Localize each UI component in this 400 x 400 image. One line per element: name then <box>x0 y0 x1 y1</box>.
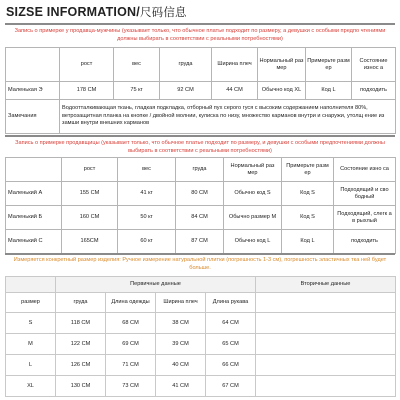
secondary-data-header: Вторичные данные <box>256 277 396 293</box>
table-cell <box>256 313 396 334</box>
table-cell: 69 CM <box>106 334 156 355</box>
female-header-weight: вес <box>118 158 176 182</box>
table-cell: 87 CM <box>176 230 224 254</box>
table-cell <box>256 376 396 397</box>
table-cell: 122 CM <box>56 334 106 355</box>
table-cell: 65 CM <box>206 334 256 355</box>
female-header-tried-size: Примерьте разм ер <box>282 158 334 182</box>
female-header-normal-size: Нормальный раз мер <box>224 158 282 182</box>
table-cell: 178 CM <box>60 82 114 100</box>
table-cell: подходить <box>334 230 396 254</box>
table-row <box>6 313 396 334</box>
table-cell: 60 кг <box>118 230 176 254</box>
female-header-height: рост <box>62 158 118 182</box>
table-cell: 84 CM <box>176 206 224 230</box>
primary-data-header: Первичные данные <box>56 277 256 293</box>
table-cell: 66 CM <box>206 355 256 376</box>
table-cell: 92 CM <box>160 82 212 100</box>
table-cell: 64 CM <box>206 313 256 334</box>
male-header-normal-size: Нормальный раз мер <box>258 48 306 82</box>
table-cell: 41 кг <box>118 182 176 206</box>
male-header-chest: груда <box>160 48 212 82</box>
table-cell: 44 CM <box>212 82 258 100</box>
table-cell: 39 CM <box>156 334 206 355</box>
table-cell: Код L <box>306 82 352 100</box>
size-header-sleeve: Длина рукава <box>206 293 256 313</box>
male-header-weight: вес <box>114 48 160 82</box>
remarks-label: Замечания <box>6 100 60 134</box>
size-label: S <box>6 313 56 334</box>
size-group-row <box>6 277 396 293</box>
size-label: L <box>6 355 56 376</box>
table-cell: 40 CM <box>156 355 206 376</box>
table-cell: 118 CM <box>56 313 106 334</box>
male-header-shoulder: Ширина плеч <box>212 48 258 82</box>
female-header-row <box>6 158 396 182</box>
table-cell: Подходящий и сво бодный <box>334 182 396 206</box>
female-fitting-table <box>5 157 396 254</box>
table-cell: 41 CM <box>156 376 206 397</box>
size-measure-note: Измеряется конкретный размер изделия: Ручное измерение натуральной плитки (погрешность 1-3 см), погрешность эластичных тка ней будет больше. <box>13 257 387 272</box>
table-cell: 71 CM <box>106 355 156 376</box>
table-cell: Подходящий, слегк а в рыхлый <box>334 206 396 230</box>
size-group-empty <box>6 277 56 293</box>
female-header-empty <box>6 158 62 182</box>
page-title: SIZSE INFORMATION/尺码信息 <box>6 5 187 19</box>
table-cell: Обычно код L <box>224 230 282 254</box>
table-row <box>6 230 396 254</box>
remarks-row <box>6 100 396 134</box>
male-header-height: рост <box>60 48 114 82</box>
table-cell: Код S <box>282 182 334 206</box>
size-table <box>5 276 396 397</box>
table-cell: Обычно размер M <box>224 206 282 230</box>
table-cell: Обычно код XL <box>258 82 306 100</box>
size-header-chest: груда <box>56 293 106 313</box>
table-cell: 38 CM <box>156 313 206 334</box>
male-header-wear-state: Состояние износ а <box>352 48 396 82</box>
table-cell: Код S <box>282 206 334 230</box>
table-cell: Обычно код S <box>224 182 282 206</box>
table-cell: 155 CM <box>62 182 118 206</box>
size-header-size: размер <box>6 293 56 313</box>
model-name: Маленькая Э <box>6 82 60 100</box>
table-cell: 80 CM <box>176 182 224 206</box>
male-fitting-note: Запись о примерке у продавца-мужчины (указывает только, что обычное платье подходит по размеру, а девушки с особыми предпо чтениями должны выбирать в соответствии с реальными потребностями) <box>14 28 386 43</box>
table-row <box>6 376 396 397</box>
model-name: Маленький А <box>6 182 62 206</box>
table-cell: 130 CM <box>56 376 106 397</box>
male-header-empty <box>6 48 60 82</box>
remarks-text: Водоотталкивающая ткань, гладкая подкладка, отборный пух серого гуся с высоким содержанием наполнителя 80%, ветрозащитная планка на кнопке / двойной молнии, кулиска по низу, множество карманов внутри и снаружи, утолщ ение из замши внутри внешних карманов <box>60 100 396 134</box>
table-cell: 68 CM <box>106 313 156 334</box>
table-cell: 160 CM <box>62 206 118 230</box>
table-row <box>6 334 396 355</box>
model-name: Маленький Б <box>6 206 62 230</box>
female-header-chest: груда <box>176 158 224 182</box>
male-header-tried-size: Примерьте разм ер <box>306 48 352 82</box>
size-label: XL <box>6 376 56 397</box>
table-cell <box>256 355 396 376</box>
table-cell: 126 CM <box>56 355 106 376</box>
section-divider <box>5 253 395 255</box>
table-row <box>6 182 396 206</box>
size-header-shoulder: Ширина плеч <box>156 293 206 313</box>
table-cell: 165CM <box>62 230 118 254</box>
table-cell: подходить <box>352 82 396 100</box>
table-cell: 73 CM <box>106 376 156 397</box>
female-header-wear-state: Состояние изно са <box>334 158 396 182</box>
table-cell: 67 CM <box>206 376 256 397</box>
table-cell <box>256 334 396 355</box>
size-header-row <box>6 293 396 313</box>
model-name: Маленький С <box>6 230 62 254</box>
table-row <box>6 82 396 100</box>
size-header-secondary <box>256 293 396 313</box>
table-row <box>6 355 396 376</box>
male-header-row <box>6 48 396 82</box>
female-fitting-note: Запись о примерке продавщицы (указывает только, что обычное платье подходит по размеру, и девушки с особыми предпочтениями должны выбирать в соответствии с реальными потребностями) <box>15 140 385 155</box>
table-cell: Код L <box>282 230 334 254</box>
size-label: M <box>6 334 56 355</box>
table-cell: 75 кг <box>114 82 160 100</box>
male-fitting-table <box>5 47 396 134</box>
size-header-length: Длина одежды <box>106 293 156 313</box>
table-row <box>6 206 396 230</box>
title-divider <box>5 23 395 25</box>
table-cell: 50 кг <box>118 206 176 230</box>
section-divider <box>5 135 395 137</box>
